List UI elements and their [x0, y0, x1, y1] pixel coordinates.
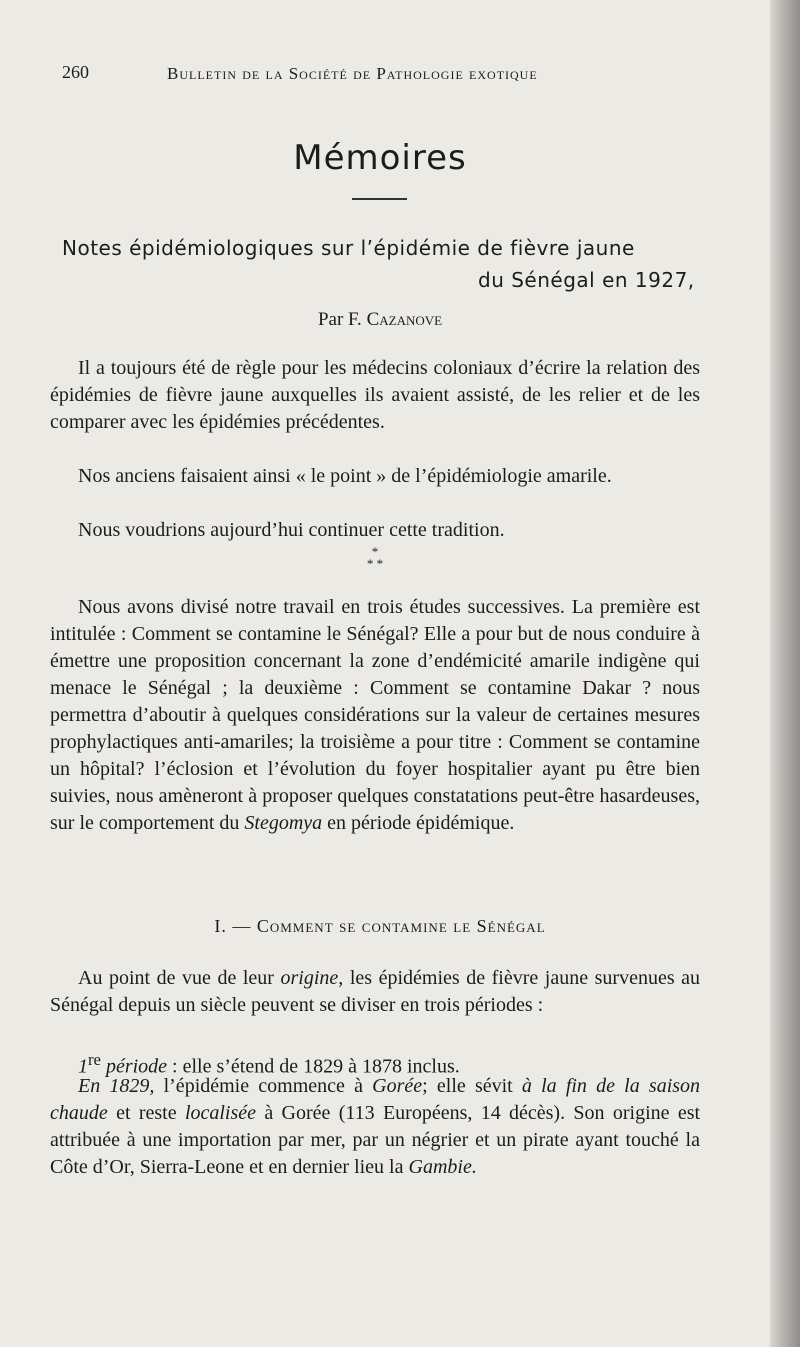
article-author [0, 309, 760, 331]
plan-text-1: Nous avons divisé notre travail en trois études successives. La première est intitulée : Comment se contamine le Sénégal? Elle a pour but de nous conduire à émettre une proposition concernant la zone d’endémicité amarile indigène qui menace le Sénégal ; la deuxième : Comment se contamine Dakar ? nous permettra d’aboutir à quelques considérations sur la valeur de certaines mesures prophylactiques anti-amariles; la troisième a pour titre : Comment se contamine un hôpital? l’éclosion et l’évolution du foyer hospitalier ayant pu être bien suivies, nous amèneront à proposer quelques constatations peut-être hasardeuses, sur le comportement du [50, 596, 700, 834]
origin-p3-i3: à la fin de la saison chaude [50, 1075, 701, 1124]
origin-p3-t1: l’épidémie commence à [163, 1075, 363, 1097]
origin-p1-b: les épidémies de fièvre jaune survenues au Sénégal depuis un siècle peuvent se diviser en trois périodes : [50, 967, 701, 1016]
origin-p3-i2: Gorée [372, 1075, 423, 1097]
period-label: période [105, 1055, 168, 1078]
article-title-line2: du Sénégal en 1927, [478, 268, 695, 292]
origin-p3-t3: et reste [116, 1102, 177, 1124]
origin-p3-t4: à Gorée (113 Européens, 14 décès). Son origine est attribuée à une importation par mer, par un négrier et un pirate ayant touché la Côte d’Or, Sierra-Leone et en dernier lieu la [50, 1102, 701, 1178]
origin-p3-t2: ; elle sévit [422, 1075, 513, 1097]
plan-paragraph [50, 594, 700, 837]
intro-paragraph-2 [50, 463, 700, 490]
origin-p3-i5: Gambie. [408, 1156, 477, 1178]
subheading: I. — Comment se contamine le Sénégal [214, 916, 546, 936]
period-number: 1 [78, 1055, 88, 1078]
intro-text-1: Il a toujours été de règle pour les médecins coloniaux d’écrire la relation des épidémies de fièvre jaune auxquelles ils avaient assisté, de les relier et de les comparer avec les épidémies précédentes. [50, 357, 700, 433]
page-edge-shadow [770, 0, 800, 1347]
intro-text-2: Nos anciens faisaient ainsi « le point » de l’épidémiologie amarile. [78, 465, 612, 487]
asterism [355, 546, 395, 570]
origin-paragraph-1 [50, 965, 700, 1019]
asterism-bottom: * * [366, 556, 384, 571]
author-name: Cazanove [366, 309, 443, 330]
origin-p1-italic: origine, [280, 967, 344, 989]
running-title: Bulletin de la Société de Pathologie exotique [167, 64, 538, 83]
plan-italic-stegomya: Stegomya [244, 812, 323, 834]
asterism-top: * [371, 544, 379, 559]
title-rule [352, 198, 407, 200]
article-title-line1: Notes épidémiologiques sur l’épidémie de fièvre jaune [62, 236, 635, 260]
period-text: : elle s’étend de 1829 à 1878 inclus. [172, 1055, 460, 1078]
intro-paragraph-3 [50, 517, 700, 544]
period-ordinal: re [88, 1050, 101, 1069]
origin-p3-i1: En 1829, [78, 1075, 155, 1097]
intro-text-3: Nous voudrions aujourd’hui continuer cette tradition. [78, 519, 505, 541]
origin-p1-a: Au point de vue de leur [78, 967, 274, 989]
origin-p3-i4: localisée [184, 1102, 257, 1124]
section-title: Mémoires [293, 138, 467, 178]
intro-paragraph-1 [50, 355, 700, 436]
plan-text-2: en période épidémique. [327, 812, 515, 834]
origin-paragraph-3 [50, 1073, 700, 1181]
page-number: 260 [62, 62, 89, 82]
author-prefix: Par F. [317, 309, 362, 330]
